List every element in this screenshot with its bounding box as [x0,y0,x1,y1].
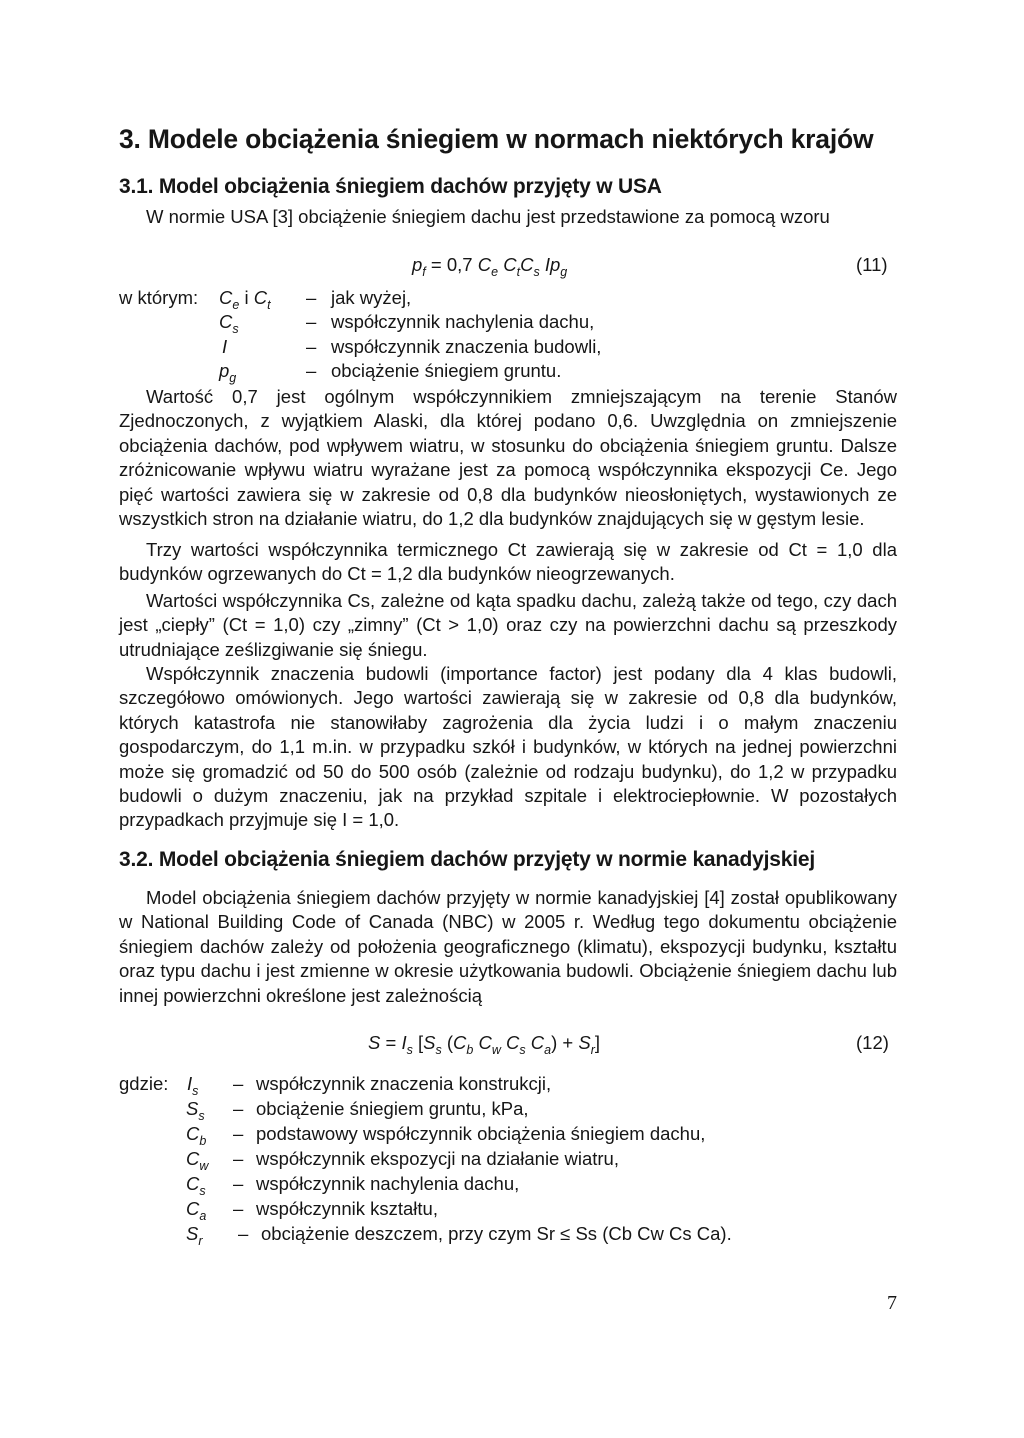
def-symbol-pg: $p_g$ [219,360,237,385]
equation-12: $S = I_s$ [$S_s$ ($C_b$ $C_w$ $C_s$ $C_a) + S_r$] [368,1032,601,1057]
def-text: współczynnik ekspozycji na działanie wiatru, [256,1148,619,1169]
paragraph: Model obciążenia śniegiem dachów przyjęty w normie kanadyjskiej [4] został opublikowany w National Building Code of Canada (NBC) w 2005 r. Według tego dokumentu obciążenie śniegiem dachów zależy od położenia geograficznego (klimatu), ekspozycji budynku, kształtu oraz typu dachu i jest zmienne w okresie użytkowania budowli. Obciążenie śniegiem dachu lub innej powierzchni określone jest zależnością [119,887,897,1006]
def-symbol-cs: $C_s$ [219,311,239,336]
paragraph: Wartości współczynnika Cs, zależne od kąta spadku dachu, zależą także od tego, czy dach jest „ciepły” (Ct = 1,0) czy „zimny” (Ct > 1,0) oraz czy na powierzchni dachu są przeszkody utrudniające ześlizgiwanie się śniegu. [119,590,897,660]
def-symbol-ss: $S_s$ [186,1098,205,1123]
def-text: podstawowy współczynnik obciążenia śniegiem dachu, [256,1123,706,1144]
def-symbol-i: I [222,336,228,357]
def-dash: – [238,1223,249,1244]
section-3-1-heading: 3.1. Model obciążenia śniegiem dachów przyjęty w USA [119,175,662,198]
def-text: współczynnik znaczenia budowli, [331,336,602,357]
def-symbol-is: $I_s$ [187,1073,199,1098]
def-dash: – [233,1198,244,1219]
equation-11-number: (11) [856,254,888,275]
def-dash: – [233,1173,244,1194]
paragraph: Współczynnik znaczenia budowli (importance factor) jest podany dla 4 klas budowli, szczegółowo omówionych. Jego wartości zawierają się w zakresie od 0,8 dla budynków, których katastrofa nie stanowiłaby zagrożenia dla życia ludzi i o małym znaczeniu gospodarczym, do 1,1 m.in. w przypadku szkół i budynków, w których na jednej powierzchni może się gromadzić od 50 do 500 osób (zależnie od rodzaju budynku), do 1,2 w przypadku budowli o dużym znaczeniu, jak na przykład szpitale i elektrociepłownie. W pozostałych przypadkach przyjmuje się I = 1,0. [119,663,897,831]
page-number: 7 [887,1292,897,1314]
def-symbol-cw: $C_w$ [186,1148,209,1173]
paragraph: Trzy wartości współczynnika termicznego Ct zawierają się w zakresie od Ct = 1,0 dla budynków ogrzewanych do Ct = 1,2 dla budynków nieogrzewanych. [119,539,897,585]
def-symbol-cs: $C_s$ [186,1173,206,1198]
equation-12-number: (12) [856,1032,889,1053]
def-text: współczynnik kształtu, [256,1198,438,1219]
def-text: obciążenie deszczem, przy czym Sr ≤ Ss (Cb Cw Cs Ca). [261,1223,732,1244]
def-text: współczynnik znaczenia konstrukcji, [256,1073,552,1094]
def-dash: – [306,336,317,357]
def-dash: – [306,287,317,308]
def-text: jak wyżej, [331,287,412,308]
def-dash: – [306,311,317,332]
def-symbol-ce-ct: $C_e$ i $C_t$ [219,287,271,312]
section-3-heading: 3. Modele obciążenia śniegiem w normach niektórych krajów [119,124,874,154]
section-3-1-intro: W normie USA [3] obciążenie śniegiem dachu jest przedstawione za pomocą wzoru [146,206,830,227]
where-label-11: w którym: [119,287,199,308]
where-label-12: gdzie: [119,1073,169,1094]
def-text: obciążenie śniegiem gruntu, kPa, [256,1098,529,1119]
def-dash: – [233,1123,244,1144]
def-text: obciążenie śniegiem gruntu. [331,360,562,381]
def-symbol-cb: $C_b$ [186,1123,207,1148]
def-dash: – [306,360,317,381]
def-symbol-ca: $C_a$ [186,1198,207,1223]
def-symbol-sr: $S_r$ [186,1223,203,1248]
def-dash: – [233,1098,244,1119]
def-dash: – [233,1148,244,1169]
section-3-2-heading: 3.2. Model obciążenia śniegiem dachów przyjęty w normie kanadyjskiej [119,848,815,871]
def-dash: – [233,1073,244,1094]
paragraph: Wartość 0,7 jest ogólnym współczynnikiem zmniejszającym na terenie Stanów Zjednoczonych, z wyjątkiem Alaski, dla której podano 0,6. Uwzględnia on zmniejszenie obciążenia dachów, pod wpływem wiatru, w stosunku do obciążenia śniegiem gruntu. Dalsze zróżnicowanie wpływu wiatru wyrażane jest za pomocą współczynnika ekspozycji Ce. Jego pięć wartości zawiera się w zakresie od 0,8 dla budynków nieosłoniętych, wystawionych ze wszystkich stron na działanie wiatru, do 1,2 dla budynków znajdujących się w gęstym lesie. [119,386,897,530]
def-text: współczynnik nachylenia dachu, [256,1173,520,1194]
equation-11: $p_f = 0,7$ $C_e$ $C_tC_s$ $Ip_g$ [412,254,568,279]
def-text: współczynnik nachylenia dachu, [331,311,595,332]
